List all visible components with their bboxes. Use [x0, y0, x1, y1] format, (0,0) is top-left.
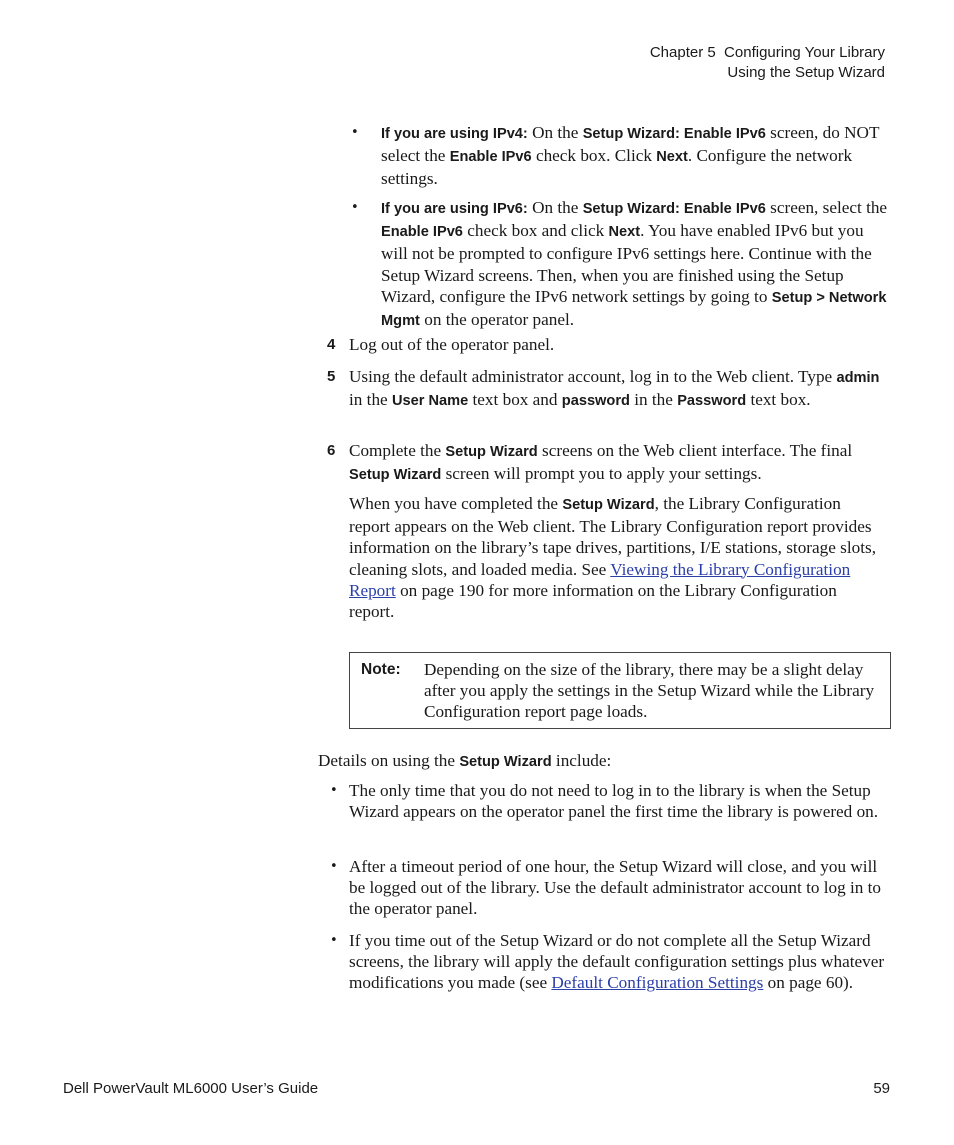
- ipv6-lead: If you are using IPv6:: [381, 201, 528, 217]
- text-run: on page 60).: [763, 973, 854, 993]
- text-run: check box and click: [462, 221, 609, 241]
- bullet-marker: •: [330, 859, 338, 874]
- ui-term: Setup > Network Mgmt: [381, 289, 887, 330]
- note-text: Depending on the size of the library, there may be a slight delay after you apply the settings in the Setup Wizard while the Library Configuration report page loads.: [424, 660, 875, 722]
- text-run: On the: [527, 198, 583, 217]
- ui-term: Setup Wizard: [349, 467, 442, 484]
- ui-term: admin: [836, 370, 880, 386]
- text-run: on page 190 for more information on the Library Configuration report.: [349, 580, 837, 622]
- ui-term: Next: [656, 149, 688, 166]
- text-run: screens on the Web client interface. The final: [537, 441, 853, 460]
- text-run: on the operator panel.: [419, 310, 575, 330]
- text-run: If you time out of the Setup Wizard or do not complete all the Setup Wizard screens, the library will apply the default configuration settings plus whatever modifications you made (see: [349, 931, 885, 993]
- bullet-marker: •: [351, 200, 359, 215]
- note-box: [349, 652, 891, 729]
- text-run: , the Library Configuration report appears on the Web client. The Library Configuration report provides information on the library’s tape drives, partitions, I/E stations, storage slots, cleaning slots, and loaded media. See: [349, 494, 876, 579]
- step-number: 4: [327, 336, 336, 353]
- completed-paragraph: [349, 493, 884, 622]
- ui-term: Password: [677, 393, 747, 410]
- text-run: Details on using the: [318, 751, 460, 770]
- detail-bullet-3: [349, 930, 894, 994]
- text-run: check box. Click: [531, 146, 657, 166]
- text-run: in the: [349, 390, 392, 410]
- text-run: text box.: [746, 390, 811, 410]
- ipv4-lead: If you are using IPv4:: [381, 126, 528, 142]
- text-run: in the: [629, 390, 678, 410]
- text-run: screen, select the: [765, 198, 888, 217]
- bullet-marker: •: [330, 783, 338, 798]
- step-4-text: Log out of the operator panel.: [349, 335, 555, 354]
- text-run: Using the default administrator account, log in to the Web client. Type: [349, 367, 837, 386]
- note-label: Note:: [361, 661, 401, 678]
- details-intro: [318, 750, 894, 773]
- ui-term: User Name: [391, 393, 469, 410]
- bullet-marker: •: [330, 933, 338, 948]
- text-run: . Configure the network settings.: [381, 146, 853, 189]
- default-config-settings-link[interactable]: Default Configuration Settings: [551, 973, 764, 993]
- ui-term: Enable IPv6: [381, 224, 463, 241]
- text-run: . You have enabled IPv6 but you will not be prompted to configure IPv6 settings here. Continue with the Setup Wizard screens. Then, when you are finished using the Setup Wizard, configure the IPv6 network settings by going to: [381, 221, 872, 306]
- running-header: [650, 43, 885, 83]
- ipv6-bullet: [381, 197, 891, 332]
- detail-bullet-2: After a timeout period of one hour, the Setup Wizard will close, and you will be logged out of the library. Use the default administrator account to log in to the operator panel.: [349, 857, 882, 919]
- ui-term: Setup Wizard: [459, 754, 552, 770]
- ui-term: Setup Wizard: [562, 497, 655, 513]
- header-chapter: Chapter 5 Configuring Your Library: [649, 44, 885, 61]
- viewing-config-report-link[interactable]: Viewing the Library Configuration Report: [349, 559, 851, 600]
- header-section: Using the Setup Wizard: [727, 64, 885, 81]
- ui-term: Setup Wizard: Enable IPv6: [582, 201, 766, 217]
- text-run: On the: [527, 123, 583, 142]
- text-run: include:: [551, 751, 612, 770]
- text-run: When you have completed the: [349, 494, 563, 513]
- footer-title: Dell PowerVault ML6000 User’s Guide: [63, 1080, 319, 1097]
- ipv4-bullet: [381, 122, 891, 190]
- text-run: text box and: [468, 390, 562, 410]
- bullet-marker: •: [351, 125, 359, 140]
- ui-term: Setup Wizard: [445, 444, 538, 460]
- ui-term: Next: [608, 224, 641, 241]
- text-run: screen will prompt you to apply your settings.: [441, 464, 762, 484]
- text-run: screen, do NOT select the: [381, 123, 880, 166]
- step-number: 6: [327, 442, 336, 459]
- page-number: 59: [873, 1080, 890, 1097]
- step-5-text: [349, 366, 894, 412]
- ui-term: password: [561, 393, 630, 410]
- ui-term: Enable IPv6: [449, 149, 532, 166]
- ui-term: Setup Wizard: Enable IPv6: [582, 126, 766, 142]
- text-run: Complete the: [349, 441, 446, 460]
- detail-bullet-1: The only time that you do not need to log in to the library is when the Setup Wizard appears on the operator panel the first time the library is powered on.: [349, 781, 879, 822]
- step-number: 5: [327, 368, 336, 385]
- step-6-text: [349, 440, 894, 486]
